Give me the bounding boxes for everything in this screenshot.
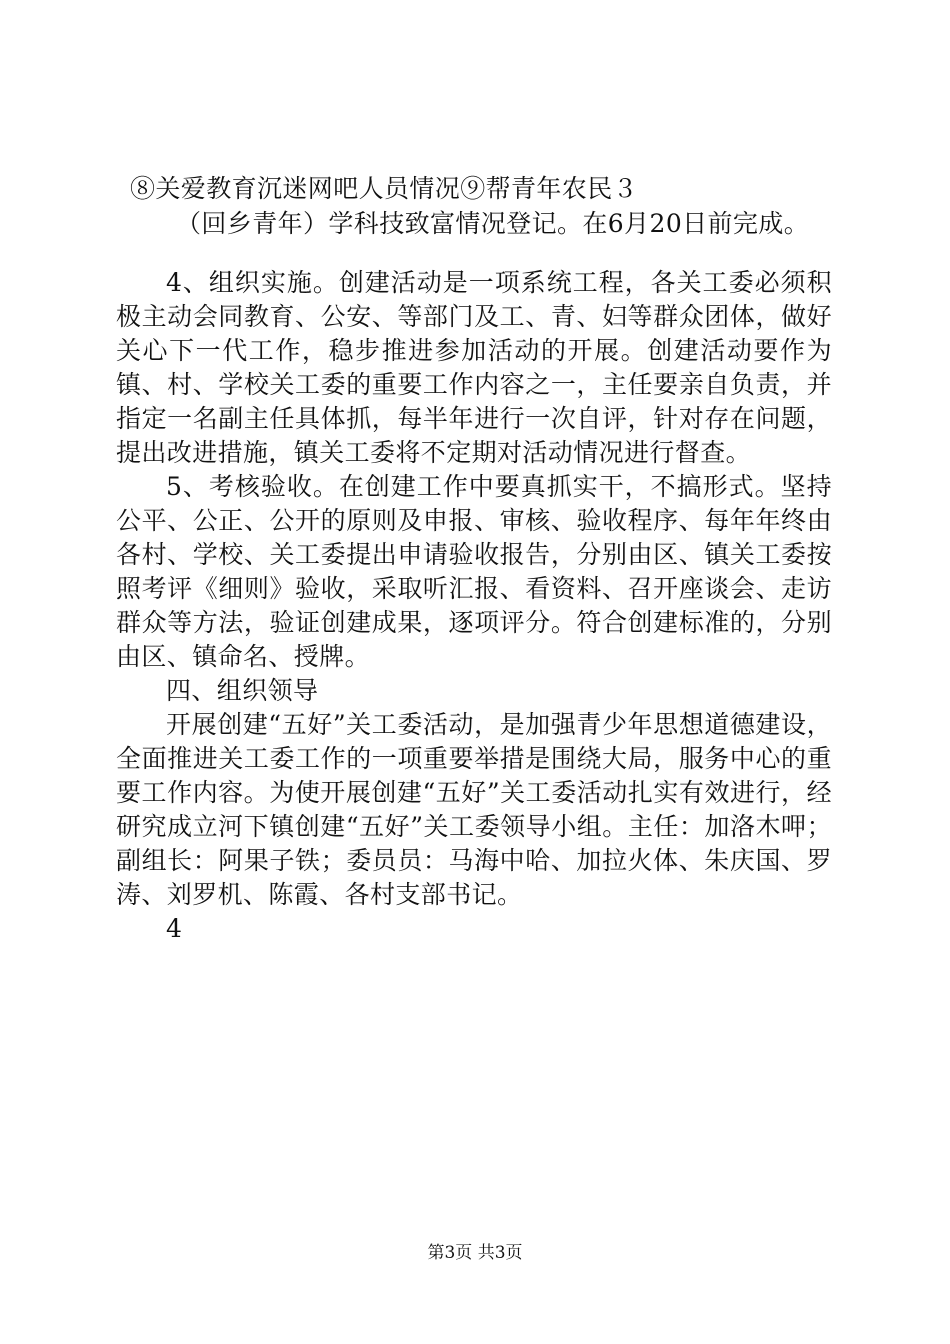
stray-number: 4	[166, 914, 183, 943]
text-line-1: ⑧关爱教育沉迷网吧人员情况⑨帮青年农民３	[130, 174, 639, 203]
document-body	[116, 266, 832, 946]
paragraph-leadership-group: 开展创建“五好”关工委活动，是加强青少年思想道德建设，全面推进关工委工作的一项重要举措是围绕大局，服务中心的重要工作内容。为使开展创建“五好”关工委活动扎实有效进行，经研究成立河下镇创建“五好”关工委领导小组。主任：加洛木呷；副组长：阿果子铁；委员员：马海中哈、加拉火体、朱庆国、罗涛、刘罗机、陈霞、各村支部书记。	[116, 710, 832, 909]
text-line-2: （回乡青年）学科技致富情况登记。在6月20日前完成。	[176, 209, 810, 238]
paragraph-assessment-acceptance: 5、考核验收。在创建工作中要真抓实干，不搞形式。坚持公平、公正、公开的原则及申报、审核、验收程序、每年年终由各村、学校、关工委提出申请验收报告，分别由区、镇关工委按照考评《细则》验收，采取听汇报、看资料、召开座谈会、走访群众等方法，验证创建成果，逐项评分。符合创建标准的，分别由区、镇命名、授牌。	[116, 472, 832, 671]
section-heading-leadership: 四、组织领导	[166, 676, 319, 705]
page-footer: 第3页 共3页	[427, 1243, 523, 1263]
paragraph-organize-implementation: 4、组织实施。创建活动是一项系统工程，各关工委必须积极主动会同教育、公安、等部门及工、青、妇等群众团体，做好关心下一代工作，稳步推进参加活动的开展。创建活动要作为镇、村、学校关工委的重要工作内容之一，主任要亲自负责，并指定一名副主任具体抓，每半年进行一次自评，针对存在问题，提出改进措施，镇关工委将不定期对活动情况进行督查。	[116, 268, 832, 467]
